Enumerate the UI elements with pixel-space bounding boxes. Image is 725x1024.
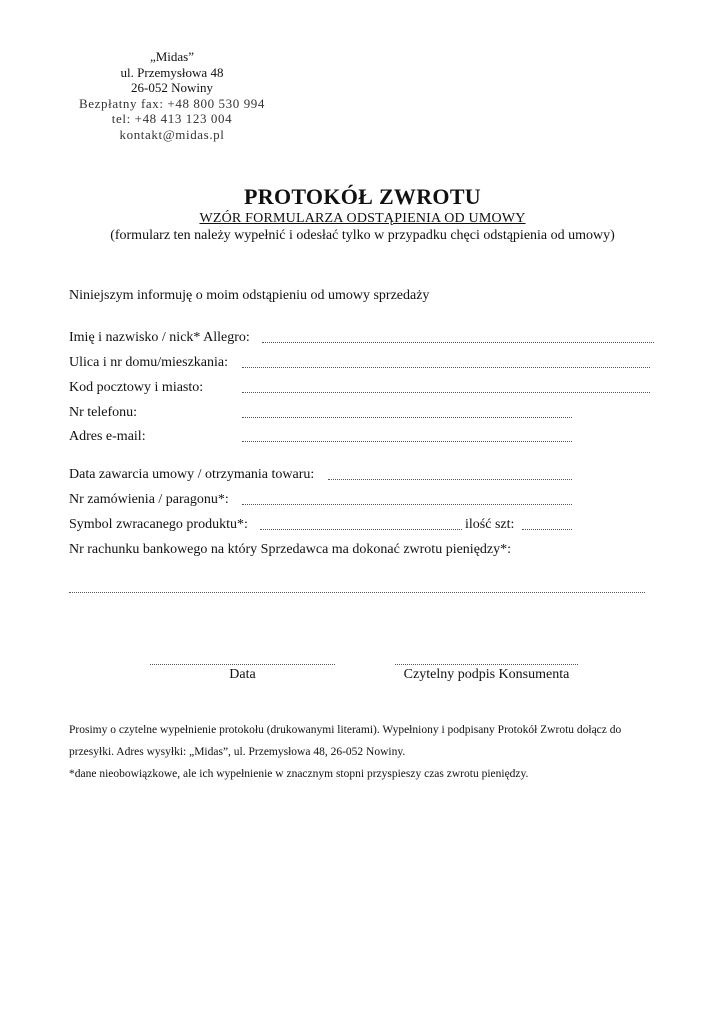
company-fax: Bezpłatny fax: +48 800 530 994 bbox=[79, 95, 265, 111]
field-label-contract-date: Data zawarcia umowy / otrzymania towaru: bbox=[69, 467, 315, 482]
field-label-bank-account: Nr rachunku bankowego na który Sprzedawca ma dokonać zwrotu pieniędzy*: bbox=[69, 542, 512, 557]
field-line-name[interactable] bbox=[262, 342, 654, 343]
date-signature-line[interactable] bbox=[150, 664, 335, 665]
field-label-order-no: Nr zamówienia / paragonu*: bbox=[69, 492, 229, 507]
field-line-contract-date[interactable] bbox=[328, 479, 572, 480]
field-line-bank-account[interactable] bbox=[69, 592, 645, 593]
company-city: 26-052 Nowiny bbox=[131, 80, 213, 95]
document-title: PROTOKÓŁ ZWROTU bbox=[244, 184, 481, 209]
document-note: (formularz ten należy wypełnić i odesłać tylko w przypadku chęci odstąpienia od umowy) bbox=[110, 228, 615, 243]
title-block bbox=[0, 183, 725, 244]
company-tel: tel: +48 413 123 004 bbox=[111, 111, 233, 126]
footer-notes bbox=[69, 719, 669, 785]
field-line-phone[interactable] bbox=[242, 417, 572, 418]
field-label-email: Adres e-mail: bbox=[69, 429, 146, 444]
footer-line-3: *dane nieobowiązkowe, ale ich wypełnienie w znacznym stopni przyspieszy czas zwrotu pieniędzy. bbox=[69, 768, 529, 780]
field-line-postal[interactable] bbox=[242, 392, 650, 393]
footer-line-1: Prosimy o czytelne wypełnienie protokołu (drukowanymi literami). Wypełniony i podpisany Protokół Zwrotu dołącz do bbox=[69, 724, 622, 736]
field-label-name: Imię i nazwisko / nick* Allegro: bbox=[69, 330, 250, 345]
field-line-order-no[interactable] bbox=[242, 504, 572, 505]
footer-line-2: przesyłki. Adres wysyłki: „Midas”, ul. Przemysłowa 48, 26-052 Nowiny. bbox=[69, 746, 406, 758]
field-label-quantity: ilość szt: bbox=[465, 517, 515, 532]
company-header bbox=[76, 49, 268, 142]
company-street: ul. Przemysłowa 48 bbox=[120, 64, 224, 80]
document-subtitle: WZÓR FORMULARZA ODSTĄPIENIA OD UMOWY bbox=[199, 211, 526, 226]
field-line-email[interactable] bbox=[242, 441, 572, 442]
field-label-product-symbol: Symbol zwracanego produktu*: bbox=[69, 517, 248, 532]
date-label: Data bbox=[229, 667, 256, 682]
field-line-product-symbol[interactable] bbox=[260, 529, 462, 530]
company-name: „Midas” bbox=[149, 49, 195, 64]
field-line-quantity[interactable] bbox=[522, 529, 572, 530]
field-label-street: Ulica i nr domu/mieszkania: bbox=[69, 355, 229, 370]
consumer-signature-line[interactable] bbox=[395, 664, 578, 665]
field-label-phone: Nr telefonu: bbox=[69, 405, 138, 420]
signature-label: Czytelny podpis Konsumenta bbox=[403, 667, 570, 682]
field-line-street[interactable] bbox=[242, 367, 650, 368]
intro-text: Niniejszym informuję o moim odstąpieniu od umowy sprzedaży bbox=[69, 288, 430, 303]
company-email: kontakt@midas.pl bbox=[119, 126, 225, 142]
field-label-postal: Kod pocztowy i miasto: bbox=[69, 380, 204, 395]
